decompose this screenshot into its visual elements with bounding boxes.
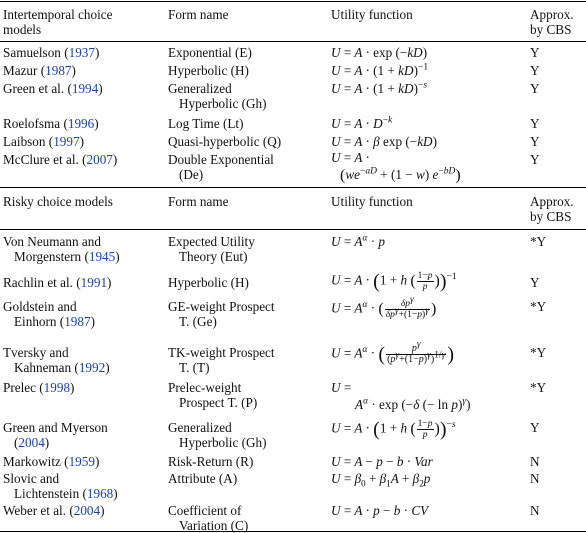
form-name-line: TK-weight Prospect <box>168 345 275 360</box>
utility-formula-continuation: ($we^{-aD} + (1 - w)$ $e^{-bD}$) <box>340 166 461 184</box>
author-name: Einhorn <box>14 314 57 329</box>
form-name-line: GE-weight Prospect <box>168 299 275 314</box>
form-name <box>168 345 275 375</box>
approx-value: Y <box>530 81 540 96</box>
table-row-author: Slovic and Lichtenstein (1968) <box>3 471 118 501</box>
citation-year-link[interactable]: 1987 <box>45 63 72 78</box>
utility-formula: U = A · <box>331 150 370 165</box>
author-name: Von Neumann and <box>3 234 101 249</box>
citation-year-link[interactable]: 1937 <box>68 45 95 60</box>
table-row-author: Markowitz (1959) <box>3 454 100 469</box>
citation-year-link[interactable]: 1945 <box>88 249 116 264</box>
form-name <box>168 152 274 182</box>
form-name-line: Coefficient of <box>168 503 242 518</box>
author-name: Lichtenstein <box>14 486 80 501</box>
header-text-line: Intertemporal choice <box>3 7 113 22</box>
table-row-author: Laibson (1997) <box>3 134 84 149</box>
table-row-author: Rachlin et al. (1991) <box>3 275 112 290</box>
utility-formula: U = A − p − b · Var <box>331 454 433 469</box>
header-text-line: by CBS <box>530 209 572 224</box>
form-name-line: Double Exponential <box>168 152 274 167</box>
approx-value: *Y <box>530 299 547 314</box>
header-approx-cbs <box>530 7 574 37</box>
form-name: Exponential (E) <box>168 45 252 60</box>
author-name: Tversky and <box>3 345 69 360</box>
citation-year-link[interactable]: 2004 <box>18 435 45 450</box>
author-name: Slovic and <box>3 471 60 486</box>
approx-value: Y <box>530 152 540 167</box>
author-name: Morgenstern <box>14 249 82 264</box>
form-name: Risk-Return (R) <box>168 454 254 469</box>
approx-value: Y <box>530 420 540 435</box>
approx-value: N <box>530 471 540 486</box>
approx-value: N <box>530 503 540 518</box>
form-name-line: T. (Ge) <box>179 314 217 329</box>
utility-formula: $U = \beta_0 + \beta_1A + \beta_2p$ <box>331 471 431 489</box>
form-name-line: T. (T) <box>179 360 210 375</box>
table-bottom-rule <box>0 531 586 532</box>
form-name <box>168 503 248 533</box>
form-name-line: (De) <box>179 167 204 182</box>
table-row-author: Weber et al. (2004) <box>3 503 105 518</box>
form-name <box>168 420 267 450</box>
table-row-author: Goldstein and Einhorn (1987) <box>3 299 95 329</box>
header-text-line: models <box>3 22 42 37</box>
author-name: Green and Myerson <box>3 420 108 435</box>
form-name-line: Generalized <box>168 81 232 96</box>
author-name: Goldstein and <box>3 299 77 314</box>
author-name: Weber et al. <box>3 503 67 518</box>
form-name <box>168 299 275 329</box>
utility-formula: U = A · (1 + kD)$^{-s}$ <box>331 80 428 96</box>
table-row-author: McClure et al. (2007) <box>3 152 118 167</box>
header-approx-cbs <box>530 194 574 224</box>
approx-value: Y <box>530 63 540 78</box>
approx-value: Y <box>530 45 540 60</box>
table-row-author: Roelofsma (1996) <box>3 116 99 131</box>
author-name: Kahneman <box>14 360 72 375</box>
utility-formula: U = A · β exp (−kD) <box>331 134 437 149</box>
form-name: Attribute (A) <box>168 471 238 486</box>
form-name: Log Time (Lt) <box>168 116 244 131</box>
approx-value: *Y <box>530 345 547 360</box>
table-row-author: Von Neumann and Morgenstern (1945) <box>3 234 120 264</box>
table-row-author: Samuelson (1937) <box>3 45 100 60</box>
form-name-line: Prospect T. (P) <box>179 395 258 410</box>
form-name-line: Prelec-weight <box>168 380 242 395</box>
author-name: Green et al. <box>3 81 65 96</box>
header-form-name: Form name <box>168 194 229 209</box>
form-name: Quasi-hyperbolic (Q) <box>168 134 282 149</box>
header-text-line: Approx. <box>530 7 574 22</box>
utility-formula-continuation: $A^\alpha \cdot \exp (-\delta$ (− ln p)$^\gamma$) <box>355 396 471 412</box>
header-text-line: by CBS <box>530 22 572 37</box>
utility-formula: U = A · (1 + h ( $\frac{1-p}{p}$ ))$^{-1}$ <box>331 270 457 293</box>
author-name: Prelec <box>3 380 36 395</box>
approx-value: *Y <box>530 234 547 249</box>
utility-formula: U = A · (1 + h ( $\frac{1-p}{p}$ ))$^{-s}$ <box>331 418 456 441</box>
header-risky-models: Risky choice models <box>3 194 113 209</box>
approx-value: *Y <box>530 380 547 395</box>
citation-year-link[interactable]: 1994 <box>71 81 99 96</box>
approx-value: Y <box>530 116 540 131</box>
table-top-rule <box>0 1 586 2</box>
utility-formula: $U = A^\alpha$ · ( $\frac{\delta p^\gamma}{\delta p^\gamma+(1-p)^\gamma}$ ) <box>331 294 437 320</box>
form-name <box>168 234 255 264</box>
citation-year-link[interactable]: 2004 <box>73 503 101 518</box>
table-row-author: Green and Myerson (2004) <box>3 420 108 450</box>
form-name-line: Theory (Eut) <box>179 249 248 264</box>
utility-formula: $U = A^\alpha \cdot p$ <box>331 233 385 249</box>
utility-formula: U = A · p − b · CV <box>331 503 429 518</box>
author-name: Laibson <box>3 134 46 149</box>
form-name-line: Hyperbolic (Gh) <box>179 435 267 450</box>
section-divider-rule <box>0 187 586 188</box>
section1-header-rule <box>0 41 586 42</box>
utility-formula: U = A · (1 + kD)$^{-1}$ <box>331 62 429 78</box>
header-intertemporal-models <box>3 7 112 37</box>
table-row-author: Prelec (1998) <box>3 380 75 395</box>
table-row-author: Green et al. (1994) <box>3 81 103 96</box>
citation-year-link[interactable]: 1992 <box>78 360 106 375</box>
utility-formula: U = A · exp (−kD) <box>331 45 428 60</box>
table-row-author: Mazur (1987) <box>3 63 76 78</box>
form-name: Hyperbolic (H) <box>168 63 249 78</box>
author-name: Mazur <box>3 63 38 78</box>
citation-year-link[interactable]: 1997 <box>53 134 80 149</box>
citation-year-link[interactable]: 1987 <box>64 314 91 329</box>
citation-year-link[interactable]: 1991 <box>80 275 108 290</box>
citation-year-link[interactable]: 1996 <box>67 116 95 131</box>
citation-year-link[interactable]: 1959 <box>68 454 95 469</box>
citation-year-link[interactable]: 1998 <box>43 380 71 395</box>
utility-formula: $U = A^\alpha$ · ( $\frac{p^\gamma}{(p^\gamma+(1-p)^\gamma)^{1/\gamma}}$ ) <box>331 339 455 366</box>
form-name-line: Expected Utility <box>168 234 255 249</box>
author-name: Rachlin et al. <box>3 275 73 290</box>
author-name: Roelofsma <box>3 116 61 131</box>
form-name-line: Variation (C) <box>179 518 249 533</box>
section2-header-rule <box>0 229 586 230</box>
header-form-name: Form name <box>168 7 229 22</box>
form-name-line: Generalized <box>168 420 232 435</box>
approx-value: Y <box>530 134 540 149</box>
form-name <box>168 380 257 410</box>
author-name: Samuelson <box>3 45 61 60</box>
header-utility-function: Utility function <box>331 7 413 22</box>
citation-year-link[interactable]: 2007 <box>86 152 113 167</box>
table-row-author: Tversky and Kahneman (1992) <box>3 345 110 375</box>
form-name: Hyperbolic (H) <box>168 275 249 290</box>
approx-value: N <box>530 454 540 469</box>
form-name <box>168 81 267 111</box>
header-utility-function: Utility function <box>331 194 413 209</box>
utility-formula: $U = A \cdot D^{-k}$ <box>331 115 393 131</box>
form-name-line: Hyperbolic (Gh) <box>179 96 267 111</box>
citation-year-link[interactable]: 1968 <box>86 486 114 501</box>
author-name: McClure et al. <box>3 152 79 167</box>
approx-value: Y <box>530 275 540 290</box>
author-name: Markowitz <box>3 454 61 469</box>
header-text-line: Approx. <box>530 194 574 209</box>
utility-formula: U = <box>331 380 352 395</box>
